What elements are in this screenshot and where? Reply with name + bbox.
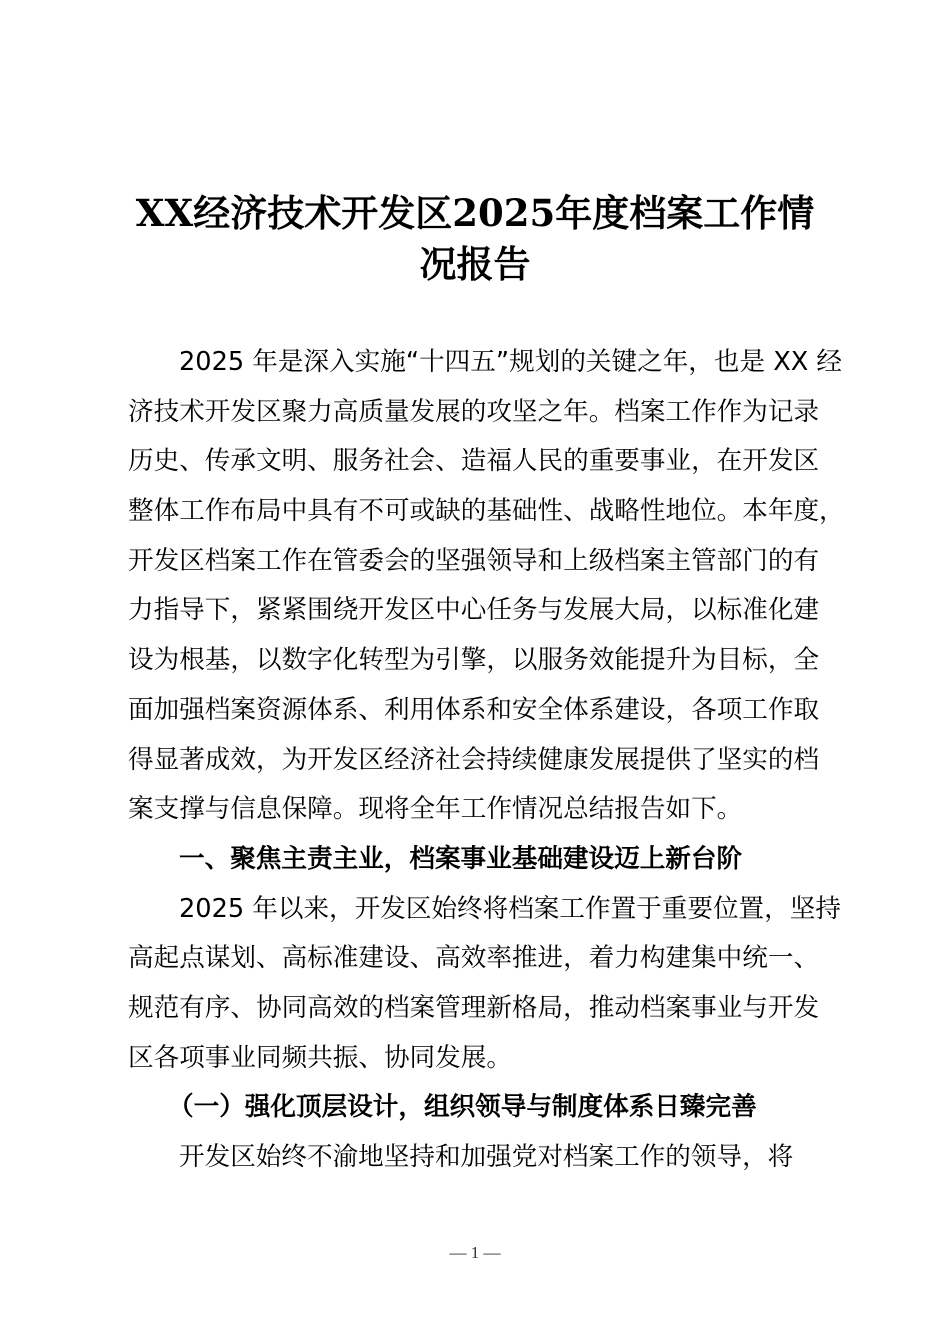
intro-line: 面加强档案资源体系、利用体系和安全体系建设，各项工作取	[128, 694, 820, 725]
title-line: 况报告	[419, 242, 531, 286]
intro-line: 案支撑与信息保障。现将全年工作情况总结报告如下。	[128, 794, 743, 825]
intro-line: 力指导下，紧紧围绕开发区中心任务与发展大局，以标准化建	[128, 595, 820, 626]
section-line: 规范有序、协同高效的档案管理新格局，推动档案事业与开发	[128, 992, 820, 1023]
document-body	[128, 338, 845, 1183]
intro-line: 济技术开发区聚力高质量发展的攻坚之年。档案工作作为记录	[128, 396, 820, 427]
subsection-heading-1: （一）强化顶层设计，组织领导与制度体系日臻完善	[168, 1092, 757, 1123]
intro-line: 得显著成效，为开发区经济社会持续健康发展提供了坚实的档	[128, 744, 820, 775]
section-line: 2025 年以来，开发区始终将档案工作置于重要位置，坚持	[179, 893, 841, 924]
intro-line: 整体工作布局中具有不可或缺的基础性、战略性地位。本年度，	[128, 496, 845, 527]
title-line: XX经济技术开发区2025年度档案工作情	[135, 191, 815, 235]
section-line: 开发区始终不渝地坚持和加强党对档案工作的领导，将	[179, 1142, 794, 1172]
intro-line: 设为根基，以数字化转型为引擎，以服务效能提升为目标，全	[128, 645, 820, 676]
section-heading-1: 一、聚焦主责主业，档案事业基础建设迈上新台阶	[179, 843, 743, 874]
intro-line: 2025 年是深入实施“十四五”规划的关键之年，也是 XX 经	[179, 347, 843, 377]
document-title	[0, 188, 950, 290]
intro-line: 开发区档案工作在管委会的坚强领导和上级档案主管部门的有	[128, 545, 820, 576]
intro-line: 历史、传承文明、服务社会、造福人民的重要事业，在开发区	[128, 446, 820, 477]
section-line: 高起点谋划、高标准建设、高效率推进，着力构建集中统一、	[128, 943, 820, 974]
section-line: 区各项事业同频共振、协同发展。	[128, 1042, 512, 1073]
page-number: — 1 —	[449, 1243, 501, 1262]
